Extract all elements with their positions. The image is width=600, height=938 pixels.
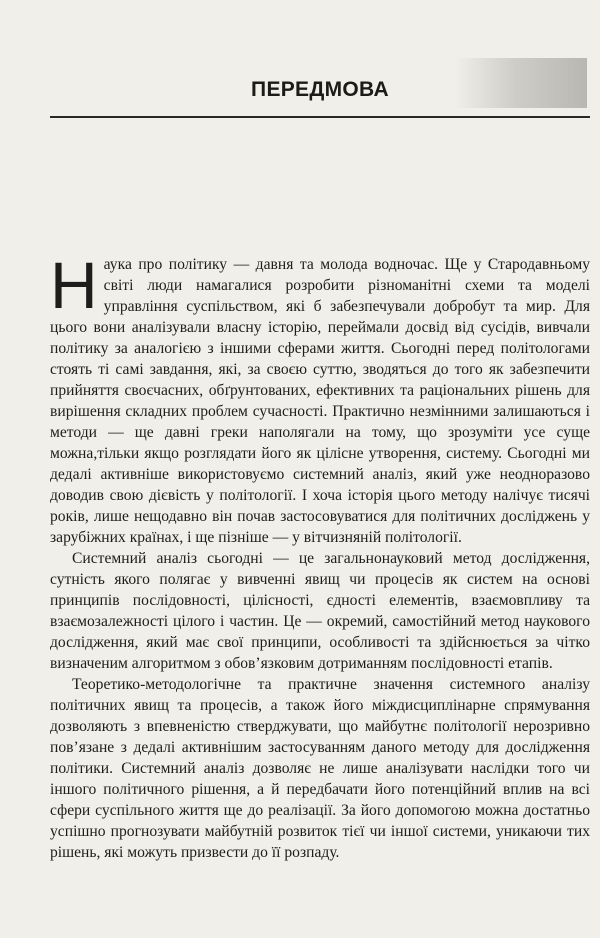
paragraph-2: Системний аналіз сьогодні — це загальнонауковий метод дослідження, сутність якого полягає у вивченні явищ чи процесів як систем на основі принципів послідовності, цілісності, єдності елементів, взаємовпливу та взаємозалежності цілого і частин. Це — окремий, самостійний метод наукового дослідження, який має свої принципи, особливості та здійснюється за чітко визначеним алгоритмом з обов’язковим дотриманням послідовності етапів. bbox=[50, 550, 590, 672]
paragraph-3: Теоретико-методологічне та практичне значення системного аналізу політичних явищ та процесів, а також його міждисциплінарне спрямування дозволяють з впевненістю стверджувати, що майбутнє політології нерозривно пов’язане з дедалі активнішим застосуванням даного методу для дослідження політики. Системний аналіз дозволяє не лише аналізувати наслідки того чи іншого політичного рішення, а й передбачати його потенційний вплив на всі сфери суспільного життя ще до реалізації. За його допомогою можна достатньо успішно прогнозувати майбутній розвиток тієї чи іншої системи, уникаючи тих рішень, які можуть призвести до її розпаду. bbox=[50, 676, 590, 861]
title-rule bbox=[50, 116, 590, 118]
page-title: ПЕРЕДМОВА bbox=[251, 78, 389, 101]
body-text bbox=[50, 248, 590, 863]
paragraph-1 bbox=[50, 248, 590, 548]
paragraph-1-text: аука про політику — давня та молода водночас. Ще у Стародавньому світі люди намагалися розробити різноманітні схеми та моделі управління суспільством, які б забезпечували добробут та мир. Для цього вони аналізували власну історію, переймали досвід від сусідів, вивчали політику за аналогією з іншими сферами життя. Сьогодні перед політологами стоять ті самі завдання, які, за своєю суттю, зводяться до того як забезпечити прийняття своєчасних, обґрунтованих, ефективних та раціональних рішень для вирішення складних проблем сучасності. Практично незмінними залишаються і методи — ще давні греки наполягали на тому, що зрозуміти усе суще можна,тільки якщо розглядати його як цілісне утворення, систему. Сьогодні ми дедалі активніше використовуємо системний аналіз, який уже неодноразово доводив свою дієвість у політології. І хоча історія цього методу налічує тисячі років, лише нещодавно він почав застосовуватися для політичних досліджень у зарубіжних країнах, і ще пізніше — у вітчизняній політології. bbox=[50, 256, 590, 546]
drop-cap: Н bbox=[50, 248, 98, 322]
